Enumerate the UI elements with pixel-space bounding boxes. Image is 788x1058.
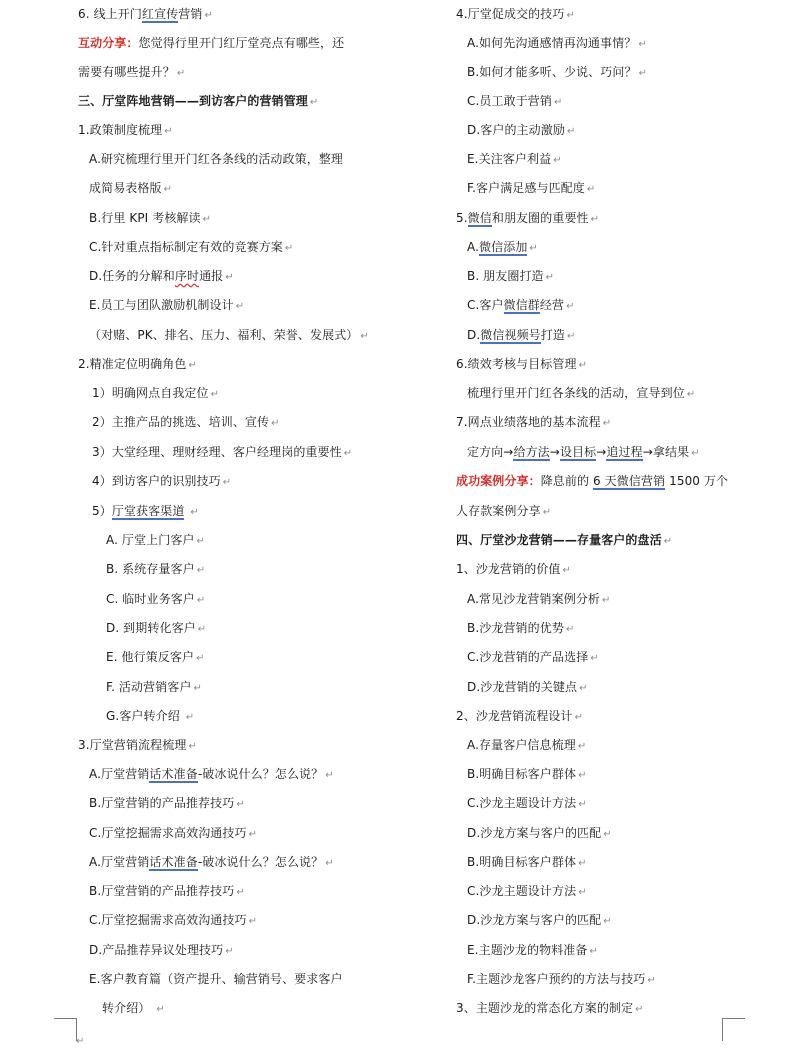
paragraph-mark: ↵ xyxy=(638,68,648,79)
paragraph-mark: ↵ xyxy=(566,331,576,342)
left-paragraph xyxy=(78,6,213,24)
paragraph-mark: ↵ xyxy=(76,1036,85,1047)
left-paragraph xyxy=(78,532,205,550)
paragraph-text: 1、沙龙营销的价值 xyxy=(456,562,561,576)
right-paragraph xyxy=(456,591,611,609)
paragraph-mark: ↵ xyxy=(248,829,258,840)
right-paragraph xyxy=(456,414,611,432)
left-paragraph xyxy=(78,942,234,960)
right-paragraph xyxy=(456,971,656,989)
paragraph-mark: ↵ xyxy=(590,214,600,225)
paragraph-text: B.沙龙营销的优势 xyxy=(467,621,564,635)
paragraph-text: D.沙龙营销的关键点 xyxy=(467,680,578,694)
paragraph-text: C.客户 xyxy=(467,298,504,312)
paragraph-text: B. 系统存量客户 xyxy=(106,562,195,576)
right-paragraph xyxy=(456,122,575,140)
left-paragraph xyxy=(78,561,205,579)
right-paragraph xyxy=(456,444,700,462)
paragraph-mark: ↵ xyxy=(236,799,245,810)
paragraph-mark: ↵ xyxy=(196,565,206,576)
paragraph-text: 降息前的 xyxy=(540,474,594,488)
paragraph-text: 打造 xyxy=(540,328,565,342)
paragraph-mark: ↵ xyxy=(602,595,611,606)
paragraph-text: 微信添加 xyxy=(479,240,528,254)
left-paragraph xyxy=(78,503,199,521)
paragraph-mark: ↵ xyxy=(590,653,599,664)
left-paragraph xyxy=(78,473,231,491)
paragraph-mark: ↵ xyxy=(553,155,562,166)
paragraph-mark: ↵ xyxy=(176,68,186,79)
paragraph-text: （对赌、PK、排名、压力、福利、荣誉、发展式） xyxy=(89,328,359,342)
paragraph-text: A.常见沙龙营销案例分析 xyxy=(467,592,601,606)
section-heading: 三、厅堂阵地营销——到访客户的营销管理 xyxy=(78,94,308,108)
left-paragraph xyxy=(78,180,172,198)
left-paragraph xyxy=(78,854,334,872)
left-paragraph xyxy=(78,737,197,755)
paragraph-text: -破冰说什么？怎么说？ xyxy=(197,767,324,781)
paragraph-text: B.行里 KPI 考核解读 xyxy=(89,211,201,225)
left-paragraph xyxy=(78,93,318,111)
right-paragraph xyxy=(456,942,598,960)
paragraph-text: 2）主推产品的挑选、培训、宣传 xyxy=(92,415,270,429)
paragraph-text: 人存款案例分享 xyxy=(456,504,541,518)
paragraph-mark: ↵ xyxy=(196,536,206,547)
paragraph-mark: ↵ xyxy=(225,272,234,283)
left-paragraph xyxy=(78,35,344,51)
right-paragraph xyxy=(456,93,562,111)
paragraph-text: 成简易表格版 xyxy=(89,181,162,195)
paragraph-mark: ↵ xyxy=(204,10,213,21)
right-paragraph xyxy=(456,297,575,315)
right-paragraph xyxy=(456,239,538,257)
paragraph-mark: ↵ xyxy=(554,97,563,108)
paragraph-text: → xyxy=(549,445,560,459)
right-paragraph xyxy=(456,356,587,374)
paragraph-text xyxy=(184,504,188,518)
paragraph-text: 5） xyxy=(92,504,112,518)
paragraph-text: C. 临时业务客户 xyxy=(106,592,195,606)
paragraph-text: 5. xyxy=(456,211,468,225)
paragraph-text: 话术准备 xyxy=(149,767,198,781)
paragraph-text: D.产品推荐异议处理技巧 xyxy=(89,943,224,957)
paragraph-text: 2.精准定位明确角色 xyxy=(78,357,187,371)
right-paragraph xyxy=(456,6,575,24)
paragraph-text: 4）到访客户的识别技巧 xyxy=(92,474,221,488)
highlight-label: 成功案例分享： xyxy=(456,474,541,488)
right-paragraph xyxy=(456,35,647,53)
left-paragraph xyxy=(78,708,194,726)
paragraph-mark: ↵ xyxy=(164,126,173,137)
paragraph-mark: ↵ xyxy=(325,858,334,869)
paragraph-text: -破冰说什么？怎么说？ xyxy=(197,855,324,869)
left-paragraph xyxy=(78,883,245,901)
paragraph-text: 经营 xyxy=(539,298,565,312)
paragraph-mark: ↵ xyxy=(197,624,207,635)
left-paragraph xyxy=(78,385,219,403)
paragraph-text: 1.政策制度梳理 xyxy=(78,123,163,137)
paragraph-mark: ↵ xyxy=(566,301,575,312)
paragraph-text: 通报 xyxy=(199,269,224,283)
left-paragraph xyxy=(78,327,369,345)
right-paragraph xyxy=(456,151,562,169)
paragraph-text: 定方向→ xyxy=(467,445,514,459)
right-paragraph xyxy=(456,854,587,872)
paragraph-text: C.沙龙主题设计方法 xyxy=(467,884,577,898)
paragraph-mark: ↵ xyxy=(579,683,588,694)
paragraph-text: 6 天微信营销 xyxy=(593,474,666,488)
left-paragraph xyxy=(78,210,211,228)
left-paragraph xyxy=(78,268,234,286)
paragraph-text: D. xyxy=(467,328,481,342)
paragraph-text: G.客户转介绍 xyxy=(106,709,184,723)
paragraph-text: E.主题沙龙的物料准备 xyxy=(467,943,588,957)
paragraph-mark: ↵ xyxy=(574,712,584,723)
paragraph-text: 厅堂获客渠道 xyxy=(111,504,185,518)
paragraph-mark: ↵ xyxy=(309,97,319,108)
right-paragraph xyxy=(456,532,672,550)
paragraph-mark: ↵ xyxy=(589,946,598,957)
paragraph-text: D. 到期转化客户 xyxy=(106,621,196,635)
paragraph-text: 您觉得行里开门红厅堂亮点有哪些，还 xyxy=(138,36,345,50)
paragraph-text: B. 朋友圈打造 xyxy=(467,269,544,283)
paragraph-text: F.客户满足感与匹配度 xyxy=(467,181,585,195)
paragraph-text: 梳理行里开门红各条线的活动，宣导到位 xyxy=(467,386,685,400)
paragraph-mark: ↵ xyxy=(638,39,647,50)
right-paragraph xyxy=(456,679,588,697)
paragraph-mark: ↵ xyxy=(236,887,245,898)
left-paragraph xyxy=(78,151,343,167)
paragraph-text: D.沙龙方案与客户的匹配 xyxy=(467,826,602,840)
paragraph-mark: ↵ xyxy=(193,683,202,694)
right-paragraph xyxy=(456,1000,644,1018)
left-paragraph xyxy=(78,971,343,987)
paragraph-text: 序时 xyxy=(174,269,200,283)
right-paragraph xyxy=(456,649,599,667)
paragraph-mark: ↵ xyxy=(566,10,575,21)
paragraph-text: 营销 xyxy=(178,7,203,21)
left-paragraph xyxy=(78,679,202,697)
paragraph-text: A.厅堂营销 xyxy=(89,767,150,781)
right-paragraph xyxy=(456,503,551,521)
paragraph-text: D.任务的分解和 xyxy=(89,269,175,283)
paragraph-mark: ↵ xyxy=(578,360,588,371)
paragraph-text: E.关注客户利益 xyxy=(467,152,552,166)
paragraph-text: F. 活动营销客户 xyxy=(106,680,192,694)
paragraph-text: D.客户的主动激励 xyxy=(467,123,565,137)
paragraph-text: E.员工与团队激励机制设计 xyxy=(89,298,234,312)
paragraph-mark: ↵ xyxy=(529,243,538,254)
left-paragraph xyxy=(78,122,173,140)
right-paragraph xyxy=(456,737,586,755)
left-paragraph xyxy=(78,825,257,843)
paragraph-mark: ↵ xyxy=(188,741,197,752)
paragraph-text: →拿结果 xyxy=(642,445,690,459)
left-paragraph xyxy=(78,591,205,609)
paragraph-text: B.如何才能多听、少说、巧问？ xyxy=(467,65,637,79)
left-paragraph xyxy=(78,766,334,784)
paragraph-text: 1）明确网点自我定位 xyxy=(92,386,209,400)
left-paragraph xyxy=(78,444,352,462)
left-paragraph xyxy=(78,356,197,374)
left-paragraph xyxy=(78,1000,165,1018)
paragraph-text: 和朋友圈的重要性 xyxy=(491,211,589,225)
paragraph-text: 红宣传 xyxy=(141,7,179,21)
paragraph-mark: ↵ xyxy=(578,887,587,898)
paragraph-text: 给方法 xyxy=(513,445,550,459)
paragraph-text: E. 他行策反客户 xyxy=(106,650,195,664)
paragraph-text: A.研究梳理行里开门红各条线的活动政策，整理 xyxy=(89,152,344,166)
paragraph-mark: ↵ xyxy=(235,301,245,312)
paragraph-mark: ↵ xyxy=(578,799,587,810)
paragraph-mark: ↵ xyxy=(248,916,258,927)
right-paragraph xyxy=(456,912,612,930)
paragraph-text: D.沙龙方案与客户的匹配 xyxy=(467,913,602,927)
paragraph-text: 2、沙龙营销流程设计 xyxy=(456,709,573,723)
right-paragraph xyxy=(456,825,612,843)
paragraph-text: A.厅堂营销 xyxy=(89,855,150,869)
paragraph-text: B.厅堂营销的产品推荐技巧 xyxy=(89,884,235,898)
paragraph-mark: ↵ xyxy=(578,770,587,781)
paragraph-mark: ↵ xyxy=(562,565,572,576)
paragraph-text: 3.厅堂营销流程梳理 xyxy=(78,738,187,752)
right-paragraph xyxy=(456,64,647,82)
paragraph-mark: ↵ xyxy=(156,1004,165,1015)
paragraph-text: 需要有哪些提升？ xyxy=(78,65,175,79)
paragraph-mark: ↵ xyxy=(225,946,234,957)
paragraph-mark: ↵ xyxy=(202,214,212,225)
paragraph-text: C.员工敢于营销 xyxy=(467,94,552,108)
paragraph-mark: ↵ xyxy=(578,858,587,869)
paragraph-text: 转介绍） xyxy=(102,1001,155,1015)
paragraph-mark: ↵ xyxy=(542,507,552,518)
right-paragraph xyxy=(456,210,599,228)
paragraph-text: C.厅堂挖掘需求高效沟通技巧 xyxy=(89,826,247,840)
right-paragraph xyxy=(456,385,695,403)
paragraph-text: F.主题沙龙客户预约的方法与技巧 xyxy=(467,972,646,986)
paragraph-mark: ↵ xyxy=(325,770,334,781)
paragraph-text: 6. 线上开门 xyxy=(78,7,142,21)
paragraph-mark: ↵ xyxy=(360,331,369,342)
paragraph-text: 追过程 xyxy=(606,445,643,459)
section-heading: 四、厅堂沙龙营销——存量客户的盘活 xyxy=(456,533,662,547)
left-paragraph xyxy=(78,64,185,82)
paragraph-text: C.沙龙营销的产品选择 xyxy=(467,650,589,664)
paragraph-text: A. 厅堂上门客户 xyxy=(106,533,195,547)
paragraph-mark: ↵ xyxy=(586,184,596,195)
paragraph-text: 设目标 xyxy=(559,445,597,459)
right-paragraph xyxy=(456,268,554,286)
paragraph-mark: ↵ xyxy=(190,507,199,518)
paragraph-text: 微信视频号 xyxy=(480,328,541,342)
right-paragraph xyxy=(456,327,575,345)
paragraph-mark: ↵ xyxy=(663,536,673,547)
paragraph-mark: ↵ xyxy=(635,1004,644,1015)
left-paragraph xyxy=(78,620,206,638)
paragraph-mark: ↵ xyxy=(603,916,612,927)
paragraph-text: 话术准备 xyxy=(149,855,198,869)
paragraph-mark: ↵ xyxy=(603,829,612,840)
paragraph-text: B.明确目标客户群体 xyxy=(467,855,577,869)
paragraph-text: 3、主题沙龙的常态化方案的制定 xyxy=(456,1001,634,1015)
paragraph-text: B.明确目标客户群体 xyxy=(467,767,577,781)
paragraph-mark: ↵ xyxy=(271,418,280,429)
paragraph-text: → xyxy=(596,445,607,459)
paragraph-mark: ↵ xyxy=(196,595,206,606)
paragraph-text: 1500 万个 xyxy=(665,474,729,488)
paragraph-mark: ↵ xyxy=(566,126,576,137)
paragraph-text: B.厅堂营销的产品推荐技巧 xyxy=(89,796,235,810)
paragraph-text: 6.绩效考核与目标管理 xyxy=(456,357,577,371)
paragraph-text: A.存量客户信息梳理 xyxy=(467,738,576,752)
paragraph-mark: ↵ xyxy=(210,389,220,400)
paragraph-text: 4.厅堂促成交的技巧 xyxy=(456,7,565,21)
paragraph-mark: ↵ xyxy=(196,653,205,664)
right-paragraph xyxy=(456,708,583,726)
paragraph-text: A.如何先沟通感情再沟通事情？ xyxy=(467,36,637,50)
paragraph-mark: ↵ xyxy=(284,243,294,254)
paragraph-mark: ↵ xyxy=(188,360,197,371)
paragraph-text: 微信群 xyxy=(503,298,540,312)
paragraph-mark: ↵ xyxy=(647,975,656,986)
left-paragraph xyxy=(78,239,293,257)
highlight-label: 互动分享： xyxy=(78,36,139,50)
paragraph-mark: ↵ xyxy=(577,741,587,752)
right-paragraph xyxy=(456,561,571,579)
paragraph-mark: ↵ xyxy=(565,624,575,635)
crop-mark-bottom-right xyxy=(722,1018,745,1041)
paragraph-mark: ↵ xyxy=(686,389,696,400)
right-paragraph xyxy=(456,620,574,638)
left-paragraph xyxy=(78,414,280,432)
paragraph-text: E.客户教育篇（资产提升、输营销号、要求客户 xyxy=(89,972,343,986)
paragraph-mark: ↵ xyxy=(545,272,555,283)
left-paragraph xyxy=(78,795,245,813)
paragraph-mark: ↵ xyxy=(691,448,700,459)
right-paragraph xyxy=(456,473,728,489)
paragraph-mark: ↵ xyxy=(343,448,353,459)
crop-mark-bottom-left xyxy=(54,1018,77,1041)
left-paragraph xyxy=(78,912,257,930)
paragraph-mark: ↵ xyxy=(163,184,173,195)
paragraph-mark: ↵ xyxy=(222,477,232,488)
right-paragraph xyxy=(456,766,587,784)
paragraph-mark: ↵ xyxy=(185,712,195,723)
left-paragraph xyxy=(78,649,205,667)
left-paragraph xyxy=(78,297,244,315)
paragraph-text: 微信 xyxy=(467,211,492,225)
paragraph-text: C.沙龙主题设计方法 xyxy=(467,796,577,810)
paragraph-text: A. xyxy=(467,240,480,254)
paragraph-text: 3）大堂经理、理财经理、客户经理岗的重要性 xyxy=(92,445,342,459)
paragraph-mark: ↵ xyxy=(602,418,612,429)
paragraph-text: C.针对重点指标制定有效的竞赛方案 xyxy=(89,240,283,254)
paragraph-text: C.厅堂挖掘需求高效沟通技巧 xyxy=(89,913,247,927)
right-paragraph xyxy=(456,795,587,813)
right-paragraph xyxy=(456,180,595,198)
right-paragraph xyxy=(456,883,587,901)
paragraph-text: 7.网点业绩落地的基本流程 xyxy=(456,415,601,429)
